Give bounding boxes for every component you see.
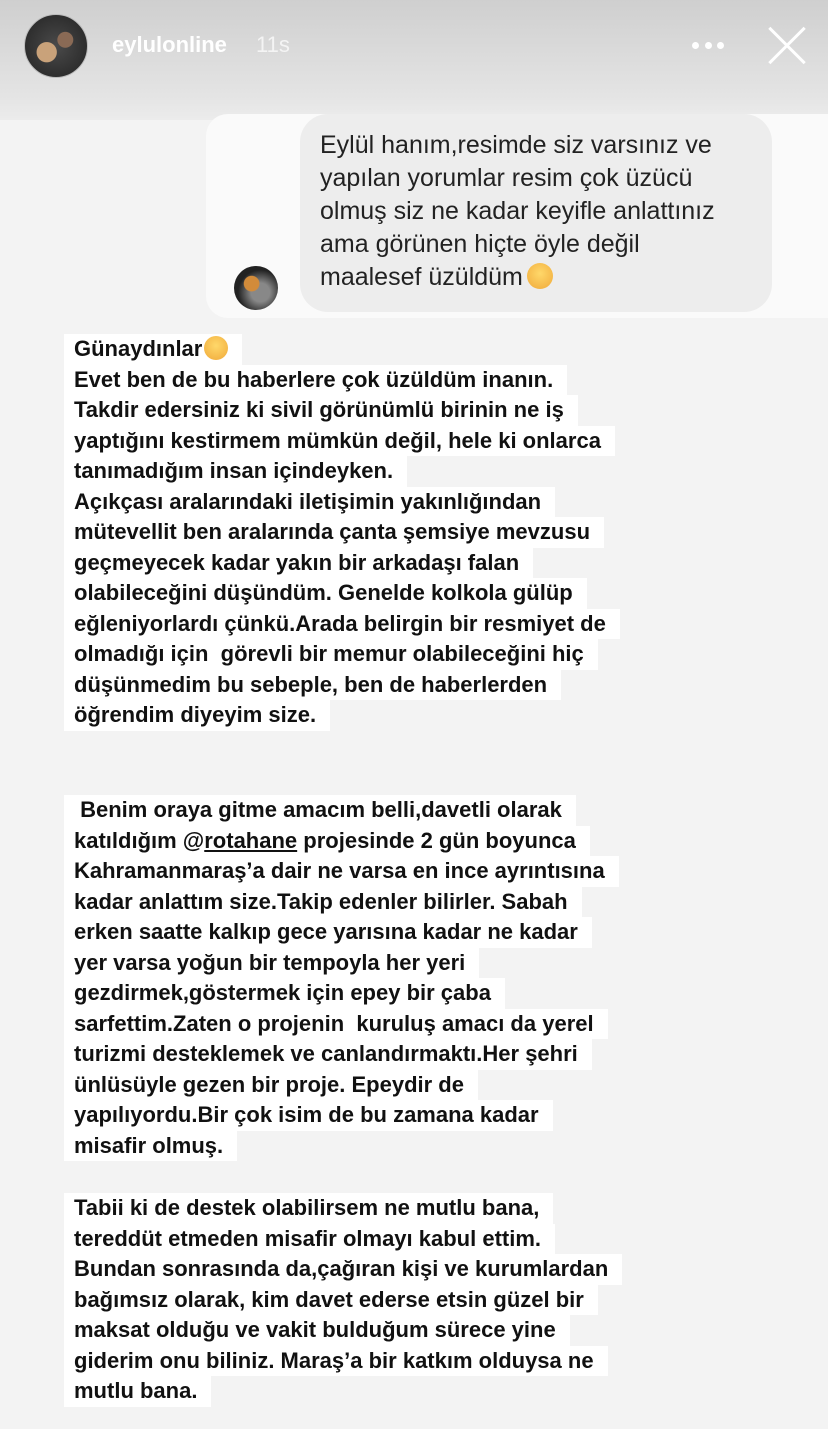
- text-line: düşünmedim bu sebeple, ben de haberlerden: [64, 670, 561, 701]
- text-line: yapılıyordu.Bir çok isim de bu zamana kadar: [64, 1100, 553, 1131]
- text-line: mütevellit ben aralarında çanta şemsiye mevzusu: [64, 517, 604, 548]
- text-line: Evet ben de bu haberlere çok üzüldüm inanın.: [64, 365, 567, 396]
- text-line: ünlüsüyle gezen bir proje. Epeydir de: [64, 1070, 478, 1101]
- quoted-line: Eylül hanım,resimde siz varsınız ve: [320, 131, 712, 159]
- profile-avatar[interactable]: [24, 14, 88, 78]
- text-line: misafir olmuş.: [64, 1131, 237, 1162]
- mention-link[interactable]: rotahane: [204, 827, 298, 853]
- text-line: Açıkçası aralarındaki iletişimin yakınlığından: [64, 487, 555, 518]
- story-header: [0, 0, 828, 92]
- text-line: maksat olduğu ve vakit bulduğum sürece yine: [64, 1315, 570, 1346]
- text-line: katıldığım @rotahane projesinde 2 gün boyunca: [64, 826, 590, 857]
- text-line: Kahramanmaraş’a dair ne varsa en ince ayrıntısına: [64, 856, 619, 887]
- quoted-line: maalesef üzüldüm: [320, 263, 523, 291]
- text-line: mutlu bana.: [64, 1376, 211, 1407]
- text-line: Benim oraya gitme amacım belli,davetli olarak: [64, 795, 576, 826]
- reply-paragraph-2: [64, 795, 619, 1161]
- text-line: eğleniyorlardı çünkü.Arada belirgin bir resmiyet de: [64, 609, 620, 640]
- story-timestamp: 11s: [256, 32, 290, 57]
- text-line: giderim onu biliniz. Maraş’a bir katkım olduysa ne: [64, 1346, 608, 1377]
- quoted-line: olmuş siz ne kadar keyifle anlattınız: [320, 197, 715, 225]
- quoted-line: ama görünen hiçte öyle değil: [320, 230, 640, 258]
- text-line: yaptığını kestirmem mümkün değil, hele ki onlarca: [64, 426, 615, 457]
- quoted-message-text: [320, 129, 760, 294]
- text-line: bağımsız olarak, kim davet ederse etsin güzel bir: [64, 1285, 598, 1316]
- reply-paragraph-3: [64, 1193, 622, 1407]
- text-line: gezdirmek,göstermek için epey bir çaba: [64, 978, 505, 1009]
- text-line: tanımadığım insan içindeyken.: [64, 456, 407, 487]
- sender-avatar: [234, 266, 278, 310]
- text-line: kadar anlattım size.Takip edenler bilirler. Sabah: [64, 887, 582, 918]
- text-line: geçmeyecek kadar yakın bir arkadaşı falan: [64, 548, 533, 579]
- text-line: öğrendim diyeyim size.: [64, 700, 330, 731]
- reply-paragraph-1: [64, 334, 620, 731]
- text-line: Bundan sonrasında da,çağıran kişi ve kurumlardan: [64, 1254, 622, 1285]
- text-line: turizmi desteklemek ve canlandırmaktı.Her şehri: [64, 1039, 592, 1070]
- more-horizontal-icon[interactable]: [692, 42, 724, 52]
- smiling-face-with-hearts-emoji-icon: [204, 336, 228, 360]
- text-line: Tabii ki de destek olabilirsem ne mutlu bana,: [64, 1193, 553, 1224]
- text-line: erken saatte kalkıp gece yarısına kadar ne kadar: [64, 917, 592, 948]
- text-line: yer varsa yoğun bir tempoyla her yeri: [64, 948, 479, 979]
- text-line: olmadığı için görevli bir memur olabileceğini hiç: [64, 639, 598, 670]
- close-icon[interactable]: [766, 24, 808, 66]
- text-line: Günaydınlar: [64, 334, 242, 365]
- text-line: sarfettim.Zaten o projenin kuruluş amacı da yerel: [64, 1009, 608, 1040]
- sad-face-emoji-icon: [527, 263, 553, 289]
- text-line: tereddüt etmeden misafir olmayı kabul ettim.: [64, 1224, 555, 1255]
- text-line: Takdir edersiniz ki sivil görünümlü birinin ne iş: [64, 395, 578, 426]
- username[interactable]: eylulonline: [112, 32, 227, 57]
- quoted-line: yapılan yorumlar resim çok üzücü: [320, 164, 693, 192]
- text-line: olabileceğini düşündüm. Genelde kolkola gülüp: [64, 578, 587, 609]
